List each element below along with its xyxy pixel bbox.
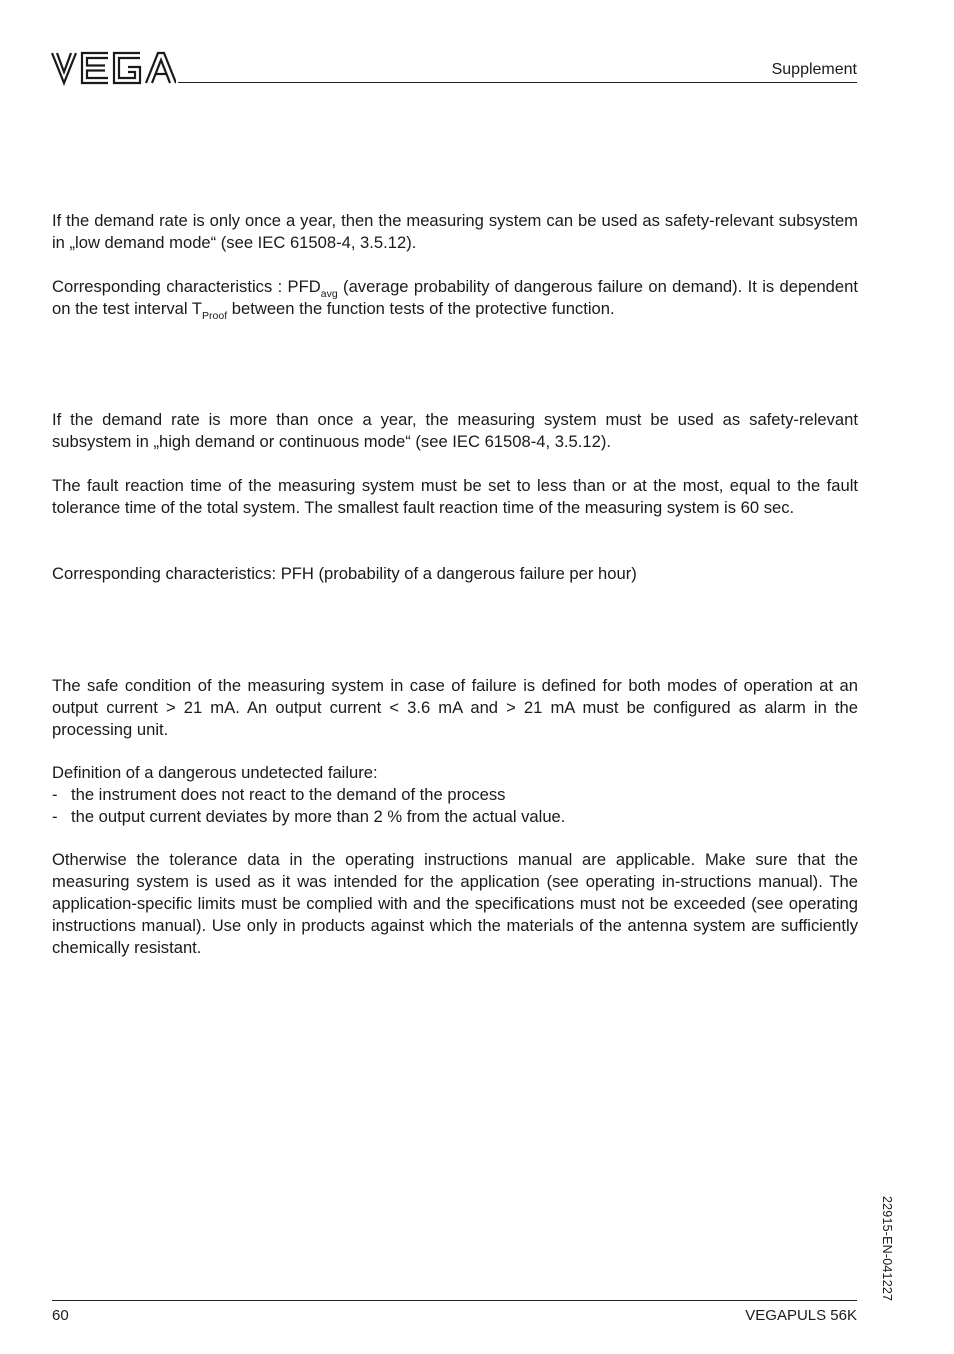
- paragraph-low-demand: If the demand rate is only once a year, then the measuring system can be used as safety-relevant subsystem in „low demand mode“ (see IEC 61508-4, 3.5.12).: [52, 211, 858, 252]
- section-label: Supplement: [771, 61, 857, 78]
- failure-list-item: - the output current deviates by more than 2 % from the actual value.: [52, 806, 858, 828]
- paragraph-high-demand: If the demand rate is more than once a year, the measuring system must be used as safety-relevant subsystem in „high demand or continuous mode“ (see IEC 61508-4, 3.5.12).: [52, 410, 858, 451]
- page-number: 60: [52, 1307, 69, 1324]
- paragraph-fault-reaction: The fault reaction time of the measuring system must be set to less than or at the most, equal to the fault tolerance time of the total system. The smallest fault reaction time of the measuring system is 60 sec.: [52, 476, 858, 517]
- pfd-text-1: Corresponding characteristics : PFD: [52, 277, 321, 296]
- pfd-text-3: between the function tests of the protective function.: [227, 299, 615, 318]
- pfd-subscript-proof: Proof: [202, 310, 228, 322]
- paragraph-safe-condition: The safe condition of the measuring system in case of failure is defined for both modes of operation at an output current > 21 mA. An output current < 3.6 mA and > 21 mA must be configured as alarm in the processing unit.: [52, 676, 858, 739]
- failure-list: [52, 784, 858, 828]
- footer-rule: [52, 1300, 857, 1301]
- definition-intro: Definition of a dangerous undetected failure:: [52, 763, 378, 782]
- pfd-subscript-avg: avg: [320, 288, 338, 300]
- paragraph-tolerance: Otherwise the tolerance data in the operating instructions manual are applicable. Make sure that the measuring system is used as it was intended for the application (see operating in-structions manual). The application-specific limits must be complied with and the specifications must not be exceeded (see operating instructions manual). Use only in products against which the materials of the antenna system are sufficiently chemically resistant.: [52, 850, 858, 957]
- paragraph-pfd: [52, 276, 858, 320]
- pfd-text-2: (average probability of dangerous failure on demand). It is dependent on the test interval T: [52, 277, 858, 318]
- failure-list-item: - the instrument does not react to the demand of the process: [52, 784, 858, 806]
- dangerous-failure-definition: [52, 762, 858, 828]
- product-name: VEGAPULS 56K: [745, 1307, 857, 1324]
- vega-logo: [50, 50, 176, 86]
- paragraph-pfh: Corresponding characteristics: PFH (probability of a dangerous failure per hour): [52, 564, 637, 583]
- document-id: 22915-EN-041227: [880, 1196, 894, 1302]
- header-rule: [178, 82, 857, 83]
